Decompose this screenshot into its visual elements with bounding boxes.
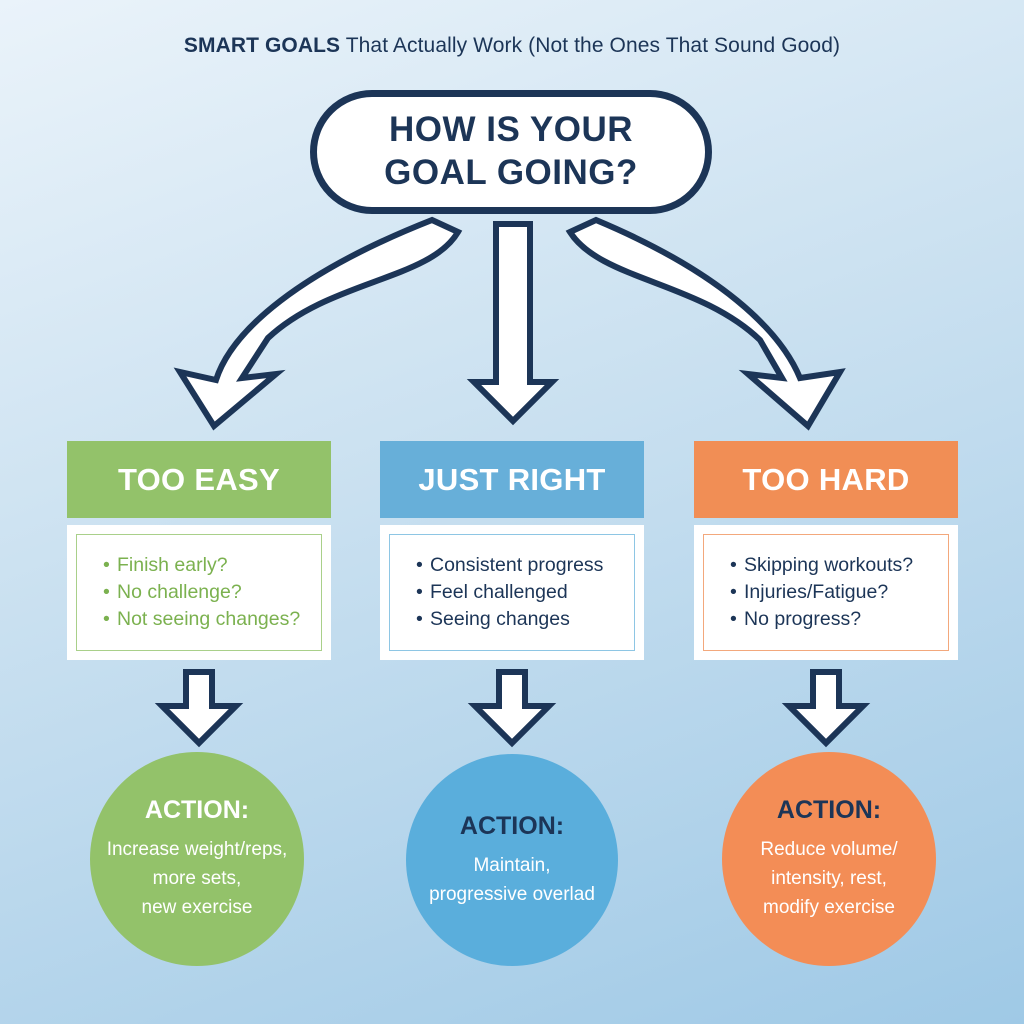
- arrow-right-to-action: [475, 672, 549, 743]
- arrow-to-too-hard: [570, 220, 840, 426]
- header-too-easy: TOO EASY: [67, 441, 331, 518]
- arrow-to-too-easy: [180, 220, 458, 426]
- action-label: ACTION:: [776, 796, 882, 824]
- arrow-to-just-right: [474, 224, 552, 421]
- question-line-1: HOW IS YOUR: [388, 110, 634, 150]
- list-item: • Injuries/Fatigue?: [730, 579, 913, 606]
- checklist-too-easy: [77, 552, 300, 633]
- action-circle-too-hard: [722, 752, 936, 966]
- action-circle-too-easy: [90, 752, 304, 966]
- question-pill: [310, 90, 712, 214]
- list-item: • Not seeing changes?: [103, 606, 300, 633]
- list-item: • Feel challenged: [416, 579, 603, 606]
- checklist-just-right: [390, 552, 603, 633]
- action-circle-just-right: [406, 754, 618, 966]
- list-item: • No progress?: [730, 606, 913, 633]
- header-too-hard: TOO HARD: [694, 441, 958, 518]
- action-line: progressive overlad: [429, 883, 595, 905]
- action-label: ACTION:: [459, 811, 565, 840]
- arrow-hard-to-action: [789, 672, 863, 743]
- list-item: • Seeing changes: [416, 606, 603, 633]
- card-just-right: [380, 525, 644, 660]
- title-bold: SMART GOALS: [183, 34, 341, 57]
- action-line: modify exercise: [763, 897, 895, 918]
- action-line: new exercise: [141, 897, 253, 918]
- list-item: • Consistent progress: [416, 552, 603, 579]
- action-line: more sets,: [152, 868, 242, 889]
- action-line: Increase weight/reps,: [106, 839, 288, 860]
- list-item: • Skipping workouts?: [730, 552, 913, 579]
- header-just-right: JUST RIGHT: [380, 441, 644, 518]
- action-line: intensity, rest,: [771, 868, 887, 889]
- checklist-too-hard: [704, 552, 913, 633]
- action-line: Reduce volume/: [760, 839, 898, 860]
- question-line-2: GOAL GOING?: [384, 153, 638, 192]
- action-line: Maintain,: [473, 854, 551, 876]
- arrow-easy-to-action: [162, 672, 236, 743]
- card-too-easy: [67, 525, 331, 660]
- list-item: • No challenge?: [103, 579, 300, 606]
- list-item: • Finish early?: [103, 552, 300, 579]
- action-label: ACTION:: [144, 796, 250, 824]
- title-rest: That Actually Work (Not the Ones That Sound Good): [340, 34, 841, 57]
- card-too-hard: [694, 525, 958, 660]
